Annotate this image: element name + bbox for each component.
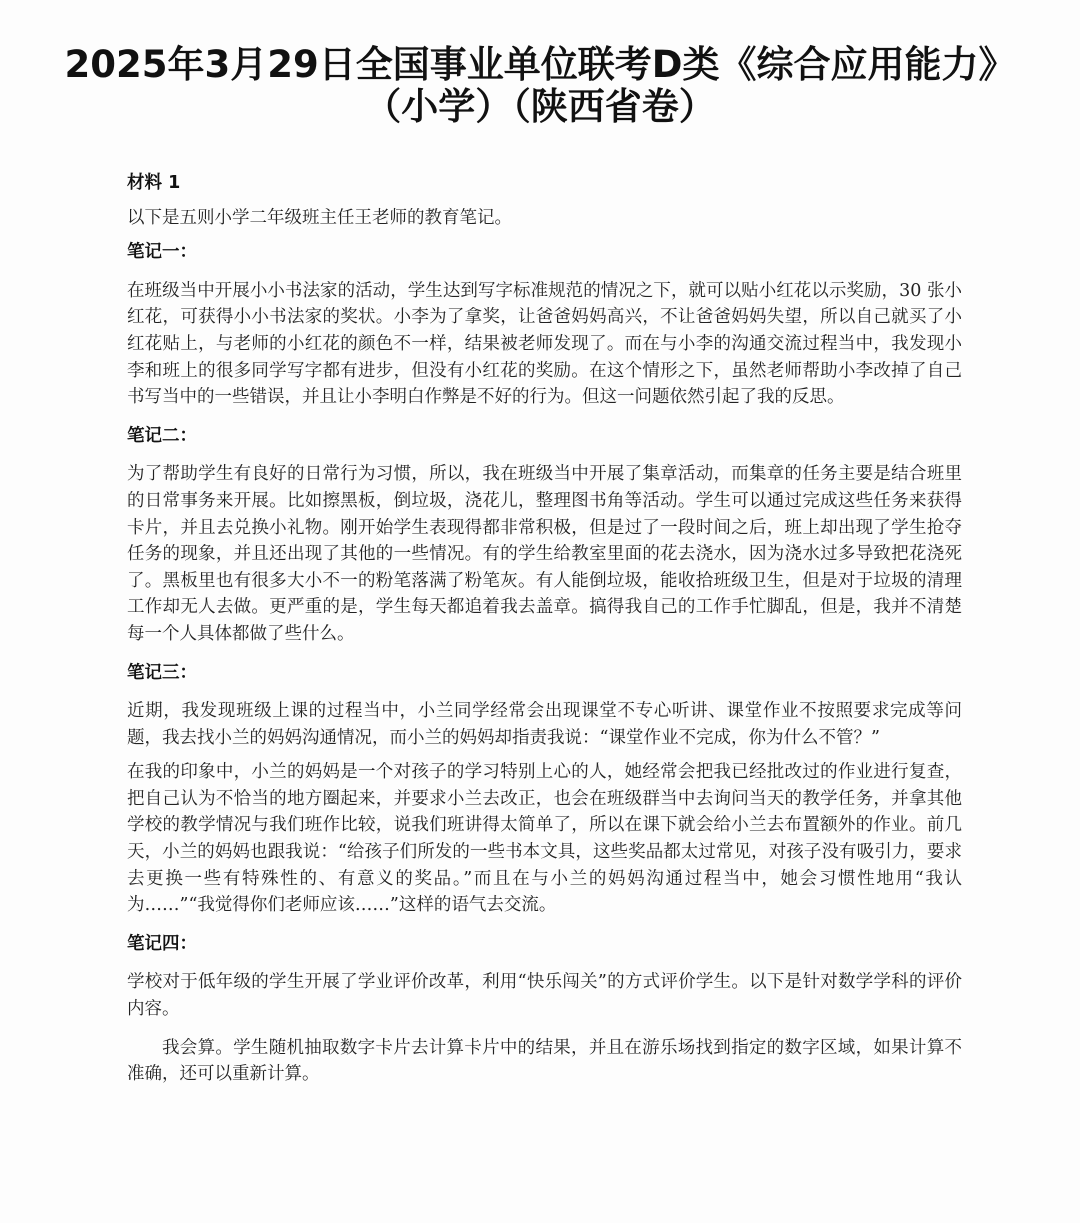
note3-paragraph-2: 在我的印象中，小兰的妈妈是一个对孩子的学习特别上心的人，她经常会把我已经批改过的作业进行复查，把自己认为不恰当的地方圈起来，并要求小兰去改正，也会在班级群当中去询问当天的教学任务，并拿其他学校的教学情况与我们班作比较，说我们班讲得太简单了，所以在课下就会给小兰去布置额外的作业。前几天，小兰的妈妈也跟我说：“给孩子们所发的一些书本文具，这些奖品都太过常见，对孩子没有吸引力，要求去更换一些有特殊性的、有意义的奖品。”而且在与小兰的妈妈沟通过程当中，她会习惯性地用“我认为……”“我觉得你们老师应该……”这样的语气去交流。 (127, 762, 962, 916)
note1-paragraph: 在班级当中开展小小书法家的活动，学生达到写字标准规范的情况之下，就可以贴小红花以示奖励，30 张小红花，可获得小小书法家的奖状。小李为了拿奖，让爸爸妈妈高兴，不让爸爸妈妈失望，所以自己就买了小红花贴上，与老师的小红花的颜色不一样，结果被老师发现了。而在与小李的沟通交流过程当中，我发现小李和班上的很多同学写字都有进步，但没有小红花的奖励。在这个情形之下，虽然老师帮助小李改掉了自己书写当中的一些错误，并且让小李明白作弊是不好的行为。但这一问题依然引起了我的反思。 (127, 280, 962, 408)
note2-heading: 笔记二： (127, 425, 197, 446)
note1-heading: 笔记一： (127, 242, 197, 263)
document-title: 2025年3月29日全国事业单位联考D类《综合应用能力》 (64, 43, 1016, 86)
note4-heading: 笔记四： (127, 933, 197, 954)
document-subtitle: （小学）（陕西省卷） (364, 85, 716, 128)
note2-paragraph: 为了帮助学生有良好的日常行为习惯，所以，我在班级当中开展了集章活动，而集章的任务主要是结合班里的日常事务来开展。比如擦黑板，倒垃圾，浇花儿，整理图书角等活动。学生可以通过完成这些任务来获得卡片，并且去兑换小礼物。刚开始学生表现得都非常积极，但是过了一段时间之后，班上却出现了学生抢夺任务的现象，并且还出现了其他的一些情况。有的学生给教室里面的花去浇水，因为浇水过多导致把花浇死了。黑板里也有很多大小不一的粉笔落满了粉笔灰。有人能倒垃圾，能收拾班级卫生，但是对于垃圾的清理工作却无人去做。更严重的是，学生每天都追着我去盖章。搞得我自己的工作手忙脚乱，但是，我并不清楚每一个人具体都做了些什么。 (127, 464, 962, 644)
material-heading: 材料 1 (127, 173, 181, 193)
intro-paragraph: 以下是五则小学二年级班主任王老师的教育笔记。 (127, 207, 512, 228)
document-body (127, 170, 962, 1088)
note4-paragraph-1: 学校对于低年级的学生开展了学业评价改革，利用“快乐闯关”的方式评价学生。以下是针对数学学科的评价内容。 (127, 972, 962, 1020)
note3-heading: 笔记三： (127, 662, 197, 683)
note4-paragraph-2: 我会算。学生随机抽取数字卡片去计算卡片中的结果，并且在游乐场找到指定的数字区域，如果计算不准确，还可以重新计算。 (127, 1037, 962, 1085)
note3-paragraph-1: 近期，我发现班级上课的过程当中，小兰同学经常会出现课堂不专心听讲、课堂作业不按照要求完成等问题，我去找小兰的妈妈沟通情况，而小兰的妈妈却指责我说：“课堂作业不完成，你为什么不管？” (127, 701, 962, 748)
